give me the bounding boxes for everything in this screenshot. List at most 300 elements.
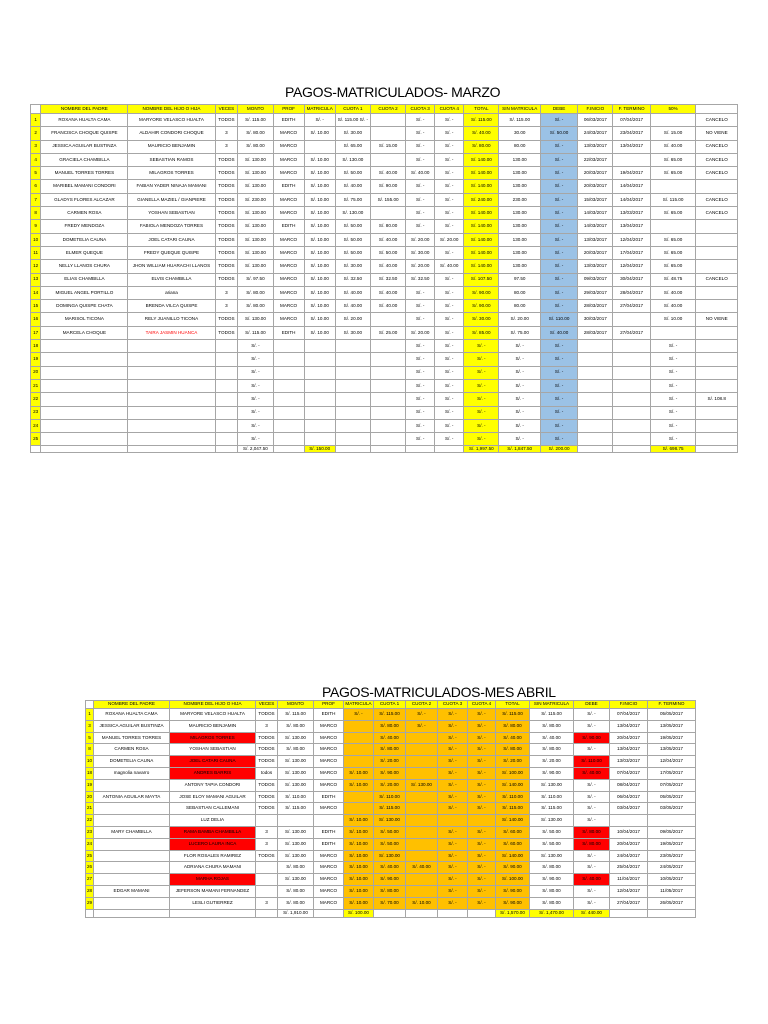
- table-cell: [613, 353, 650, 366]
- table-cell: MARCO: [314, 850, 344, 862]
- table-cell: S/. 130.00: [238, 313, 273, 326]
- table-cell: [273, 340, 304, 353]
- table-cell: S/. 130.00: [278, 826, 314, 838]
- table-cell: S/. 10.00: [304, 313, 335, 326]
- table-cell: [215, 406, 238, 419]
- table-cell: S/. -: [238, 393, 273, 406]
- column-header: MONTO: [278, 701, 314, 709]
- table-cell: [128, 419, 215, 432]
- table-cell: [304, 406, 335, 419]
- table-cell: CANCELO: [696, 167, 738, 180]
- table-cell: EDITH: [273, 220, 304, 233]
- table-cell: [94, 850, 170, 862]
- table-cell: S/. 80.00: [496, 720, 530, 732]
- table-cell: [406, 803, 438, 815]
- row-number: 6: [31, 180, 41, 193]
- table-row: [31, 393, 738, 406]
- table-cell: [41, 406, 128, 419]
- table-cell: S/. 40.00: [335, 300, 370, 313]
- table-cell: [406, 791, 438, 803]
- table-cell: S/. -: [650, 433, 696, 446]
- table-cell: S/. -: [540, 167, 577, 180]
- table-cell: S/. 20.00: [406, 260, 435, 273]
- table-cell: S/. 110.00: [278, 791, 314, 803]
- total-empty-cell: [31, 446, 41, 453]
- table-cell: [648, 815, 696, 827]
- table-cell: 28/03/2017: [578, 326, 613, 339]
- table-cell: 13/04/2017: [613, 140, 650, 153]
- table-cell: S/. -: [540, 419, 577, 432]
- april-title: PAGOS-MATRICULADOS-MES ABRIL: [322, 684, 556, 700]
- table-cell: S/. -: [438, 897, 468, 909]
- table-cell: 11/04/2017: [610, 874, 648, 886]
- table-cell: S/. -: [406, 406, 435, 419]
- table-cell: 09/03/2017: [578, 273, 613, 286]
- table-cell: S/. 40.00: [574, 874, 610, 886]
- table-cell: S/. 115.00: [496, 803, 530, 815]
- table-cell: S/. 20.00: [406, 326, 435, 339]
- table-cell: [304, 393, 335, 406]
- table-cell: S/. -: [574, 709, 610, 721]
- table-cell: S/. -: [438, 767, 468, 779]
- table-cell: S/. 115.00: [278, 709, 314, 721]
- row-number: 25: [86, 850, 94, 862]
- table-cell: [335, 393, 370, 406]
- table-cell: S/. -: [435, 273, 464, 286]
- table-cell: MARCO: [314, 862, 344, 874]
- row-number: 24: [86, 838, 94, 850]
- table-cell: S/. 140.00: [496, 815, 530, 827]
- table-cell: S/. 130.00: [278, 874, 314, 886]
- table-cell: S/. -: [438, 885, 468, 897]
- total-empty-cell: [435, 446, 464, 453]
- total-empty-cell: [215, 446, 238, 453]
- table-row: [86, 767, 696, 779]
- table-cell: S/. -: [435, 313, 464, 326]
- table-cell: S/. -: [499, 366, 540, 379]
- table-cell: 20/03/2017: [578, 180, 613, 193]
- table-cell: 13/03/2017: [578, 233, 613, 246]
- table-cell: S/. -: [468, 838, 496, 850]
- table-cell: S/. 90.00: [530, 767, 574, 779]
- table-cell: [406, 838, 438, 850]
- table-cell: [406, 756, 438, 768]
- table-cell: [696, 433, 738, 446]
- total-empty-cell: [648, 909, 696, 917]
- table-cell: S/. 130.00: [374, 815, 406, 827]
- table-cell: CANCELO: [696, 207, 738, 220]
- table-cell: S/. -: [540, 233, 577, 246]
- table-cell: [128, 433, 215, 446]
- table-cell: S/. -: [540, 180, 577, 193]
- table-cell: 130.00: [499, 220, 540, 233]
- table-cell: 10/04/2017: [610, 826, 648, 838]
- table-row: [31, 153, 738, 166]
- table-row: [86, 862, 696, 874]
- table-cell: TODOS: [256, 744, 278, 756]
- table-cell: S/. 40.00: [406, 862, 438, 874]
- table-cell: S/. -: [540, 340, 577, 353]
- table-cell: [578, 419, 613, 432]
- table-cell: S/. 130.00: [278, 779, 314, 791]
- row-number: 1: [31, 114, 41, 127]
- table-cell: TODOS: [215, 313, 238, 326]
- table-cell: [344, 756, 374, 768]
- column-header: TOTAL: [496, 701, 530, 709]
- table-cell: TODOS: [215, 260, 238, 273]
- table-cell: S/. 60.00: [496, 826, 530, 838]
- table-cell: [578, 393, 613, 406]
- table-cell: S/. 10.00: [304, 127, 335, 140]
- table-cell: 130.00: [499, 260, 540, 273]
- table-cell: 13/03/2017: [613, 207, 650, 220]
- table-cell: [370, 379, 405, 392]
- table-row: [86, 756, 696, 768]
- table-cell: S/. -: [574, 720, 610, 732]
- table-cell: S/. 10.00: [344, 885, 374, 897]
- table-cell: LUCERO LAURA INCA: [170, 838, 256, 850]
- table-cell: MARCO: [314, 720, 344, 732]
- table-cell: MARCO: [314, 885, 344, 897]
- table-cell: S/. 115.00: [650, 193, 696, 206]
- table-cell: S/. 80.00: [374, 744, 406, 756]
- table-cell: S/. -: [406, 340, 435, 353]
- table-cell: 13/03/2017: [578, 140, 613, 153]
- table-cell: 14/04/2017: [613, 193, 650, 206]
- table-row: [86, 720, 696, 732]
- table-cell: [613, 340, 650, 353]
- table-cell: S/. 100.00: [496, 874, 530, 886]
- table-cell: S/. 10.00: [650, 313, 696, 326]
- table-cell: S/. 10.00: [304, 273, 335, 286]
- table-cell: 20/03/2017: [578, 167, 613, 180]
- table-row: [31, 366, 738, 379]
- table-cell: [215, 433, 238, 446]
- table-cell: S/. -: [540, 366, 577, 379]
- table-cell: S/. -: [435, 419, 464, 432]
- table-cell: S/. -: [435, 220, 464, 233]
- table-cell: S/. -: [540, 353, 577, 366]
- table-cell: YOSHAN SEBASTIAN: [128, 207, 215, 220]
- table-cell: 23/05/2017: [648, 850, 696, 862]
- table-cell: S/. -: [435, 406, 464, 419]
- table-cell: S/. -: [438, 732, 468, 744]
- table-cell: S/. -: [574, 815, 610, 827]
- table-cell: CANCELO: [696, 153, 738, 166]
- table-cell: S/. 50.00: [335, 167, 370, 180]
- row-number: 18: [86, 767, 94, 779]
- table-cell: S/. -: [438, 838, 468, 850]
- table-cell: S/. 10.00: [344, 815, 374, 827]
- table-cell: S/. -: [438, 862, 468, 874]
- table-cell: [370, 313, 405, 326]
- table-cell: 20/03/2017: [578, 246, 613, 259]
- row-number: 20: [31, 366, 41, 379]
- table-cell: [41, 393, 128, 406]
- table-cell: [468, 815, 496, 827]
- table-cell: S/. 30.00: [335, 127, 370, 140]
- table-cell: S/. -: [468, 720, 496, 732]
- table-cell: [94, 897, 170, 909]
- table-cell: [610, 815, 648, 827]
- table-row: [31, 260, 738, 273]
- table-cell: [128, 366, 215, 379]
- row-number: 3: [86, 720, 94, 732]
- table-cell: 12/04/2017: [610, 885, 648, 897]
- table-cell: MARCO: [314, 803, 344, 815]
- table-cell: [128, 379, 215, 392]
- table-cell: S/. 10.00: [344, 850, 374, 862]
- table-row: [86, 803, 696, 815]
- column-header: NOMBRE DEL PADRE: [94, 701, 170, 709]
- table-cell: 26/05/2017: [648, 897, 696, 909]
- table-cell: S/. 40.00: [574, 767, 610, 779]
- table-cell: S/. 110.00: [574, 756, 610, 768]
- table-cell: 3: [215, 300, 238, 313]
- table-cell: 3: [256, 897, 278, 909]
- table-cell: S/. -: [435, 153, 464, 166]
- table-cell: S/. -: [574, 779, 610, 791]
- table-cell: 05/05/2017: [648, 709, 696, 721]
- table-cell: S/. -: [406, 313, 435, 326]
- row-number: 29: [86, 897, 94, 909]
- total-empty-cell: [314, 909, 344, 917]
- table-cell: S/. -: [406, 419, 435, 432]
- table-cell: [370, 419, 405, 432]
- table-cell: [696, 379, 738, 392]
- table-cell: S/. -: [435, 127, 464, 140]
- table-cell: S/. 50.00: [530, 838, 574, 850]
- row-number: 16: [31, 313, 41, 326]
- table-cell: ANDRES BARRIS: [170, 767, 256, 779]
- table-cell: S/. -: [435, 193, 464, 206]
- table-cell: magnolia navarro: [94, 767, 170, 779]
- table-cell: S/. 140.00: [464, 233, 499, 246]
- table-cell: S/. -: [650, 353, 696, 366]
- table-cell: S/. -: [574, 803, 610, 815]
- table-cell: 14/04/2017: [613, 180, 650, 193]
- table-cell: S/. 40.00: [370, 300, 405, 313]
- table-cell: [256, 862, 278, 874]
- table-cell: S/. 20.00: [406, 233, 435, 246]
- table-cell: [696, 233, 738, 246]
- table-cell: BRENDA VILCA QUISPE: [128, 300, 215, 313]
- table-cell: S/. -: [650, 366, 696, 379]
- table-cell: [613, 406, 650, 419]
- table-cell: [215, 340, 238, 353]
- table-cell: S/. 115.00: [238, 114, 273, 127]
- table-cell: S/. -: [650, 393, 696, 406]
- table-cell: S/. -: [468, 803, 496, 815]
- table-cell: [41, 433, 128, 446]
- table-cell: GRACIELA CHAMBILLA: [41, 153, 128, 166]
- table-cell: [273, 393, 304, 406]
- table-cell: S/. 90.00: [496, 862, 530, 874]
- table-cell: [370, 114, 405, 127]
- table-cell: S/. 115.00: [530, 709, 574, 721]
- table-cell: 24/03/2017: [578, 127, 613, 140]
- table-cell: 07/05/2017: [648, 779, 696, 791]
- totals-row: [31, 446, 738, 453]
- table-cell: SEBASTIAN CALLEMANI: [170, 803, 256, 815]
- table-cell: 13/05/2017: [648, 720, 696, 732]
- table-cell: S/. -: [468, 744, 496, 756]
- table-cell: 10/05/2017: [648, 874, 696, 886]
- table-cell: S/. 10.00: [344, 767, 374, 779]
- table-row: [31, 127, 738, 140]
- table-cell: S/. 108.8: [696, 393, 738, 406]
- table-cell: S/. 80.00: [530, 720, 574, 732]
- table-cell: S/. -: [468, 767, 496, 779]
- table-cell: S/. 130.00: [238, 207, 273, 220]
- table-cell: S/. 80.00: [530, 897, 574, 909]
- table-cell: [344, 732, 374, 744]
- table-cell: S/. 80.00: [278, 720, 314, 732]
- table-cell: S/. -: [304, 114, 335, 127]
- table-cell: JOEL CATARI CAUNA: [128, 233, 215, 246]
- table-cell: S/. 240.00: [464, 193, 499, 206]
- table-cell: S/. 90.00: [464, 300, 499, 313]
- table-cell: S/. 80.00: [278, 885, 314, 897]
- table-cell: ROXANA HUALTA CAMA: [41, 114, 128, 127]
- table-cell: TODOS: [215, 180, 238, 193]
- table-cell: S/. 130.00: [238, 246, 273, 259]
- april-payments-table: [85, 700, 696, 918]
- table-cell: S/. 80.00: [370, 220, 405, 233]
- total-empty-cell: [94, 909, 170, 917]
- table-cell: S/. 140.00: [464, 260, 499, 273]
- table-cell: 11/05/2017: [648, 885, 696, 897]
- table-cell: MIGUEL ANGEL PORTILLO: [41, 286, 128, 299]
- table-cell: S/. -: [468, 874, 496, 886]
- table-cell: S/. -: [238, 419, 273, 432]
- table-cell: S/. 20.00: [374, 756, 406, 768]
- table-cell: S/. -: [406, 393, 435, 406]
- table-cell: S/. -: [438, 826, 468, 838]
- table-cell: S/. 130.00: [238, 153, 273, 166]
- table-cell: TODOS: [215, 273, 238, 286]
- table-cell: S/. 130.00: [278, 756, 314, 768]
- table-cell: S/. 130.00: [238, 167, 273, 180]
- table-cell: [256, 815, 278, 827]
- table-cell: S/. 10.00: [344, 874, 374, 886]
- table-cell: S/. 70.00: [374, 897, 406, 909]
- table-cell: S/. 80.00: [530, 862, 574, 874]
- table-cell: JOSE ELOY MAMANI AGUILAR: [170, 791, 256, 803]
- table-cell: 28/03/2017: [578, 300, 613, 313]
- table-cell: 08/04/2017: [610, 779, 648, 791]
- table-cell: S/. -: [406, 220, 435, 233]
- table-cell: NO VIENE: [696, 127, 738, 140]
- table-cell: S/. -: [406, 353, 435, 366]
- table-cell: S/. -: [406, 207, 435, 220]
- table-cell: JESSICA AGUILAR BUSTINZA: [41, 140, 128, 153]
- table-cell: MILAGROS TORRES: [170, 732, 256, 744]
- table-cell: S/. 40.00: [496, 732, 530, 744]
- table-cell: S/. 130.00: [238, 260, 273, 273]
- table-cell: S/. -: [435, 140, 464, 153]
- row-number: 14: [31, 286, 41, 299]
- table-cell: S/. -: [438, 756, 468, 768]
- table-cell: MILAGROS TORRES: [128, 167, 215, 180]
- table-cell: JEFERSON MAMANI FERNANDEZ: [170, 885, 256, 897]
- table-cell: 06/03/2017: [578, 114, 613, 127]
- row-number: 25: [31, 433, 41, 446]
- table-cell: S/. -: [435, 433, 464, 446]
- table-cell: 27/04/2017: [610, 897, 648, 909]
- table-cell: LUZ DELIA: [170, 815, 256, 827]
- table-cell: S/. 40.00: [650, 140, 696, 153]
- table-cell: [314, 815, 344, 827]
- table-cell: S/. -: [406, 709, 438, 721]
- table-cell: 13/04/2017: [610, 720, 648, 732]
- table-row: [86, 744, 696, 756]
- table-row: [31, 300, 738, 313]
- table-cell: [650, 180, 696, 193]
- table-cell: [335, 379, 370, 392]
- table-cell: [335, 340, 370, 353]
- row-number: 15: [31, 300, 41, 313]
- table-cell: S/. -: [540, 433, 577, 446]
- table-cell: S/. 50.00: [370, 246, 405, 259]
- table-cell: S/. -: [344, 709, 374, 721]
- table-cell: [696, 340, 738, 353]
- row-number: 22: [86, 815, 94, 827]
- table-cell: S/. -: [435, 340, 464, 353]
- table-cell: S/. 80.00: [278, 897, 314, 909]
- table-cell: [696, 246, 738, 259]
- table-cell: S/. 130.00: [278, 850, 314, 862]
- table-cell: S/. 10.00: [304, 167, 335, 180]
- table-row: [31, 379, 738, 392]
- table-cell: S/. -: [406, 286, 435, 299]
- table-cell: S/. 90.00: [464, 286, 499, 299]
- table-cell: [696, 406, 738, 419]
- table-cell: 27/04/2017: [613, 326, 650, 339]
- table-cell: 130.00: [499, 153, 540, 166]
- table-cell: S/. -: [574, 885, 610, 897]
- table-cell: [335, 366, 370, 379]
- total-empty-cell: [578, 446, 613, 453]
- table-cell: ELIAS CHAMBILLA: [41, 273, 128, 286]
- table-cell: TODOS: [215, 153, 238, 166]
- table-cell: 24/04/2017: [610, 850, 648, 862]
- table-cell: S/. 80.00: [238, 286, 273, 299]
- table-cell: S/. -: [406, 153, 435, 166]
- table-cell: S/. -: [464, 433, 499, 446]
- table-cell: S/. -: [650, 406, 696, 419]
- table-cell: [406, 767, 438, 779]
- column-header: F.INICIO: [578, 105, 613, 114]
- table-row: [86, 874, 696, 886]
- table-cell: S/. 97.50: [238, 273, 273, 286]
- table-cell: S/. -: [438, 744, 468, 756]
- table-cell: CANCELO: [696, 140, 738, 153]
- table-row: [31, 246, 738, 259]
- table-cell: 19/05/2017: [648, 732, 696, 744]
- table-cell: S/. -: [468, 791, 496, 803]
- table-cell: S/. -: [406, 140, 435, 153]
- table-cell: S/. 80.00: [238, 300, 273, 313]
- table-cell: S/. -: [468, 862, 496, 874]
- table-cell: S/. -: [435, 353, 464, 366]
- table-cell: 07/04/2017: [610, 767, 648, 779]
- totals-row: [86, 909, 696, 917]
- table-cell: S/. 40.00: [540, 326, 577, 339]
- table-cell: S/. -: [540, 246, 577, 259]
- table-cell: S/. -: [406, 180, 435, 193]
- total-empty-cell: [406, 909, 438, 917]
